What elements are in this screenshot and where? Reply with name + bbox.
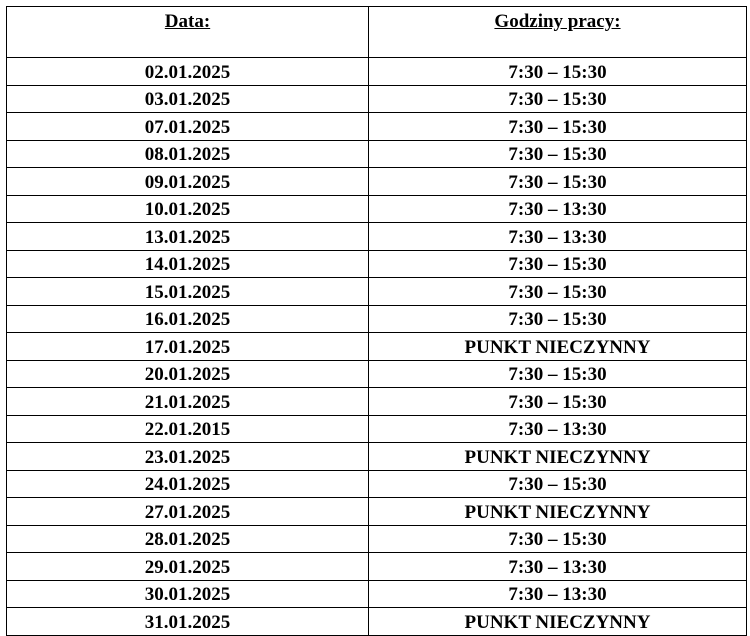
table-row [7,140,747,168]
hours-cell: 7:30 – 13:30 [369,553,747,581]
schedule-body [7,58,747,636]
hours-cell: 7:30 – 13:30 [369,195,747,223]
table-row [7,333,747,361]
date-cell: 14.01.2025 [7,250,369,278]
hours-cell: 7:30 – 15:30 [369,85,747,113]
table-row [7,388,747,416]
hours-cell: 7:30 – 15:30 [369,140,747,168]
hours-cell: 7:30 – 15:30 [369,278,747,306]
date-cell: 02.01.2025 [7,58,369,86]
date-cell: 30.01.2025 [7,580,369,608]
table-row [7,195,747,223]
table-row [7,278,747,306]
table-row [7,168,747,196]
hours-cell: 7:30 – 15:30 [369,360,747,388]
table-row [7,580,747,608]
hours-cell: 7:30 – 15:30 [369,168,747,196]
table-row [7,85,747,113]
date-cell: 21.01.2025 [7,388,369,416]
hours-column-header: Godziny pracy: [369,7,747,58]
date-cell: 24.01.2025 [7,470,369,498]
date-cell: 22.01.2015 [7,415,369,443]
date-cell: 31.01.2025 [7,608,369,636]
schedule-table [6,6,747,636]
table-row [7,525,747,553]
schedule-header [7,7,747,58]
table-row [7,443,747,471]
date-cell: 07.01.2025 [7,113,369,141]
table-row [7,553,747,581]
hours-cell: 7:30 – 13:30 [369,580,747,608]
hours-cell: 7:30 – 13:30 [369,415,747,443]
date-cell: 28.01.2025 [7,525,369,553]
table-row [7,305,747,333]
hours-cell: 7:30 – 15:30 [369,388,747,416]
hours-cell: 7:30 – 15:30 [369,470,747,498]
hours-cell: PUNKT NIECZYNNY [369,498,747,526]
table-row [7,250,747,278]
table-row [7,113,747,141]
date-cell: 10.01.2025 [7,195,369,223]
hours-cell: PUNKT NIECZYNNY [369,333,747,361]
date-column-header: Data: [7,7,369,58]
table-row [7,608,747,636]
date-cell: 29.01.2025 [7,553,369,581]
hours-cell: 7:30 – 15:30 [369,525,747,553]
date-cell: 17.01.2025 [7,333,369,361]
date-cell: 23.01.2025 [7,443,369,471]
date-cell: 13.01.2025 [7,223,369,251]
date-cell: 15.01.2025 [7,278,369,306]
date-cell: 08.01.2025 [7,140,369,168]
table-row [7,498,747,526]
header-row [7,7,747,58]
table-row [7,58,747,86]
hours-cell: 7:30 – 15:30 [369,58,747,86]
table-row [7,415,747,443]
hours-cell: PUNKT NIECZYNNY [369,608,747,636]
date-cell: 27.01.2025 [7,498,369,526]
table-row [7,470,747,498]
hours-cell: 7:30 – 13:30 [369,223,747,251]
hours-cell: PUNKT NIECZYNNY [369,443,747,471]
date-cell: 03.01.2025 [7,85,369,113]
table-row [7,223,747,251]
hours-cell: 7:30 – 15:30 [369,250,747,278]
date-cell: 20.01.2025 [7,360,369,388]
hours-cell: 7:30 – 15:30 [369,113,747,141]
date-cell: 16.01.2025 [7,305,369,333]
date-cell: 09.01.2025 [7,168,369,196]
hours-cell: 7:30 – 15:30 [369,305,747,333]
table-row [7,360,747,388]
